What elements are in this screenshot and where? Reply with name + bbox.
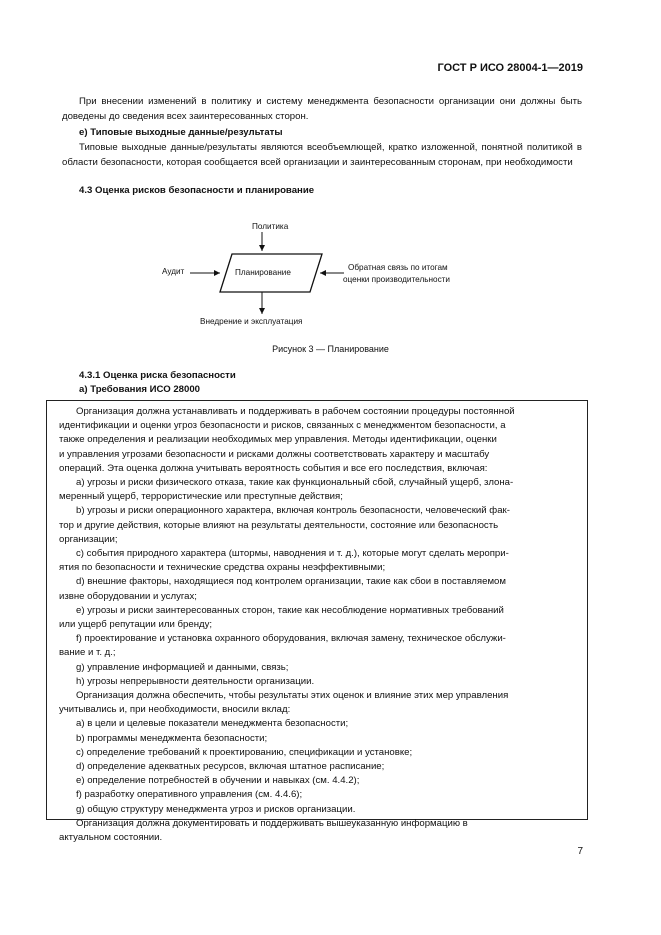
box-line: организации; — [59, 533, 118, 545]
box-line: вание и т. д.; — [59, 647, 116, 659]
box-line: извне оборудовании и услугах; — [59, 590, 197, 602]
box-line: актуальном состоянии. — [59, 832, 163, 844]
box-line: d) определение адекватных ресурсов, включая штатное расписание; — [76, 761, 385, 773]
box-line: операций. Эта оценка должна учитывать вероятность события и все его последствия, включая: — [59, 462, 488, 474]
box-line: ятия по безопасности и технические средства охраны неэффективными; — [59, 562, 386, 574]
box-line: f) разработку оперативного управления (см. 4.4.6); — [76, 789, 303, 801]
section-4-3-1-title: 4.3.1 Оценка риска безопасности — [79, 370, 236, 381]
box-line: d) внешние факторы, находящиеся под контролем организации, такие как сбои в поставляемом — [76, 576, 506, 588]
box-line: идентификации и оценки угроз безопасности и рисков, связанных с менеджментом безопасности, а — [59, 420, 506, 432]
box-line: или ущерб репутации или бренду; — [59, 619, 213, 631]
box-line: e) определение потребностей в обучении и навыках (см. 4.4.2); — [76, 775, 360, 787]
box-line: a) угрозы и риски физического отказа, такие как функциональный сбой, случайный ущерб, злона- — [76, 477, 514, 489]
box-line: e) угрозы и риски заинтересованных сторон, такие как несоблюдение нормативных требований — [76, 604, 504, 616]
box-line: a) в цели и целевые показатели менеджмента безопасности; — [76, 718, 349, 730]
document-header: ГОСТ Р ИСО 28004-1—2019 — [437, 62, 583, 74]
diagram-label-top: Политика — [252, 222, 289, 231]
box-line: также определения и реализации необходимых мер управления. Методы идентификации, оценки — [59, 434, 497, 446]
box-line: f) проектирование и установка охранного оборудования, включая замену, техническое обслужи- — [76, 633, 506, 645]
box-line: c) события природного характера (штормы, наводнения и т. д.), которые могут сделать меропри- — [76, 548, 509, 560]
diagram-label-bottom: Внедрение и эксплуатация — [200, 317, 303, 326]
diagram-label-right-1: Обратная связь по итогам — [348, 263, 448, 272]
box-line: Организация должна обеспечить, чтобы результаты этих оценок и влияние этих мер управления — [76, 690, 509, 702]
box-line: Организация должна документировать и поддерживать вышеуказанную информацию в — [76, 817, 468, 829]
box-line: g) общую структуру менеджмента угроз и рисков организации. — [76, 803, 356, 815]
box-line: c) определение требований к проектированию, спецификации и установке; — [76, 746, 413, 758]
section-4-3-1-subtitle: а) Требования ИСО 28000 — [79, 384, 200, 395]
figure-caption: Рисунок 3 — Планирование — [272, 344, 389, 354]
box-line: Организация должна устанавливать и поддерживать в рабочем состоянии процедуры постоянной — [76, 406, 515, 417]
section-4-3-title: 4.3 Оценка рисков безопасности и планирование — [79, 185, 315, 196]
intro-paragraph-1: При внесении изменений в политику и систему менеджмента безопасности организации они должны быть доведены до сведения всех заинтересованных сторон. — [62, 96, 582, 123]
box-line: меренный ущерб, террористические или преступные действия; — [59, 491, 343, 503]
requirements-box — [46, 400, 588, 844]
box-line: b) угрозы и риски операционного характера, включая контроль безопасности, человеческий фак- — [76, 505, 510, 517]
box-line: учитывались и, при необходимости, вносили вклад: — [59, 704, 291, 716]
intro-paragraph-2: Типовые выходные данные/результаты являются всеобъемлющей, кратко изложенной, понятной политикой в области безопасности, которая сообщается всей организации и заинтересованным сторонам, при необходимости — [62, 142, 582, 169]
planning-diagram — [0, 0, 661, 360]
box-line: b) программы менеджмента безопасности; — [76, 732, 268, 744]
heading-typical-outputs: е) Типовые выходные данные/результаты — [79, 127, 283, 138]
diagram-label-center: Планирование — [235, 268, 291, 277]
box-line: и управления угрозами безопасности и рисками должны соответствовать характеру и масштабу — [59, 448, 490, 460]
diagram-label-left: Аудит — [162, 267, 185, 276]
box-line: тор и другие действия, которые влияют на результаты деятельности, состояние или безопасность — [59, 519, 499, 531]
diagram-label-right-2: оценки производительности — [343, 275, 450, 284]
box-line: h) угрозы непрерывности деятельности организации. — [76, 675, 315, 687]
box-line: g) управление информацией и данными, связь; — [76, 661, 289, 673]
page-number: 7 — [577, 846, 583, 857]
